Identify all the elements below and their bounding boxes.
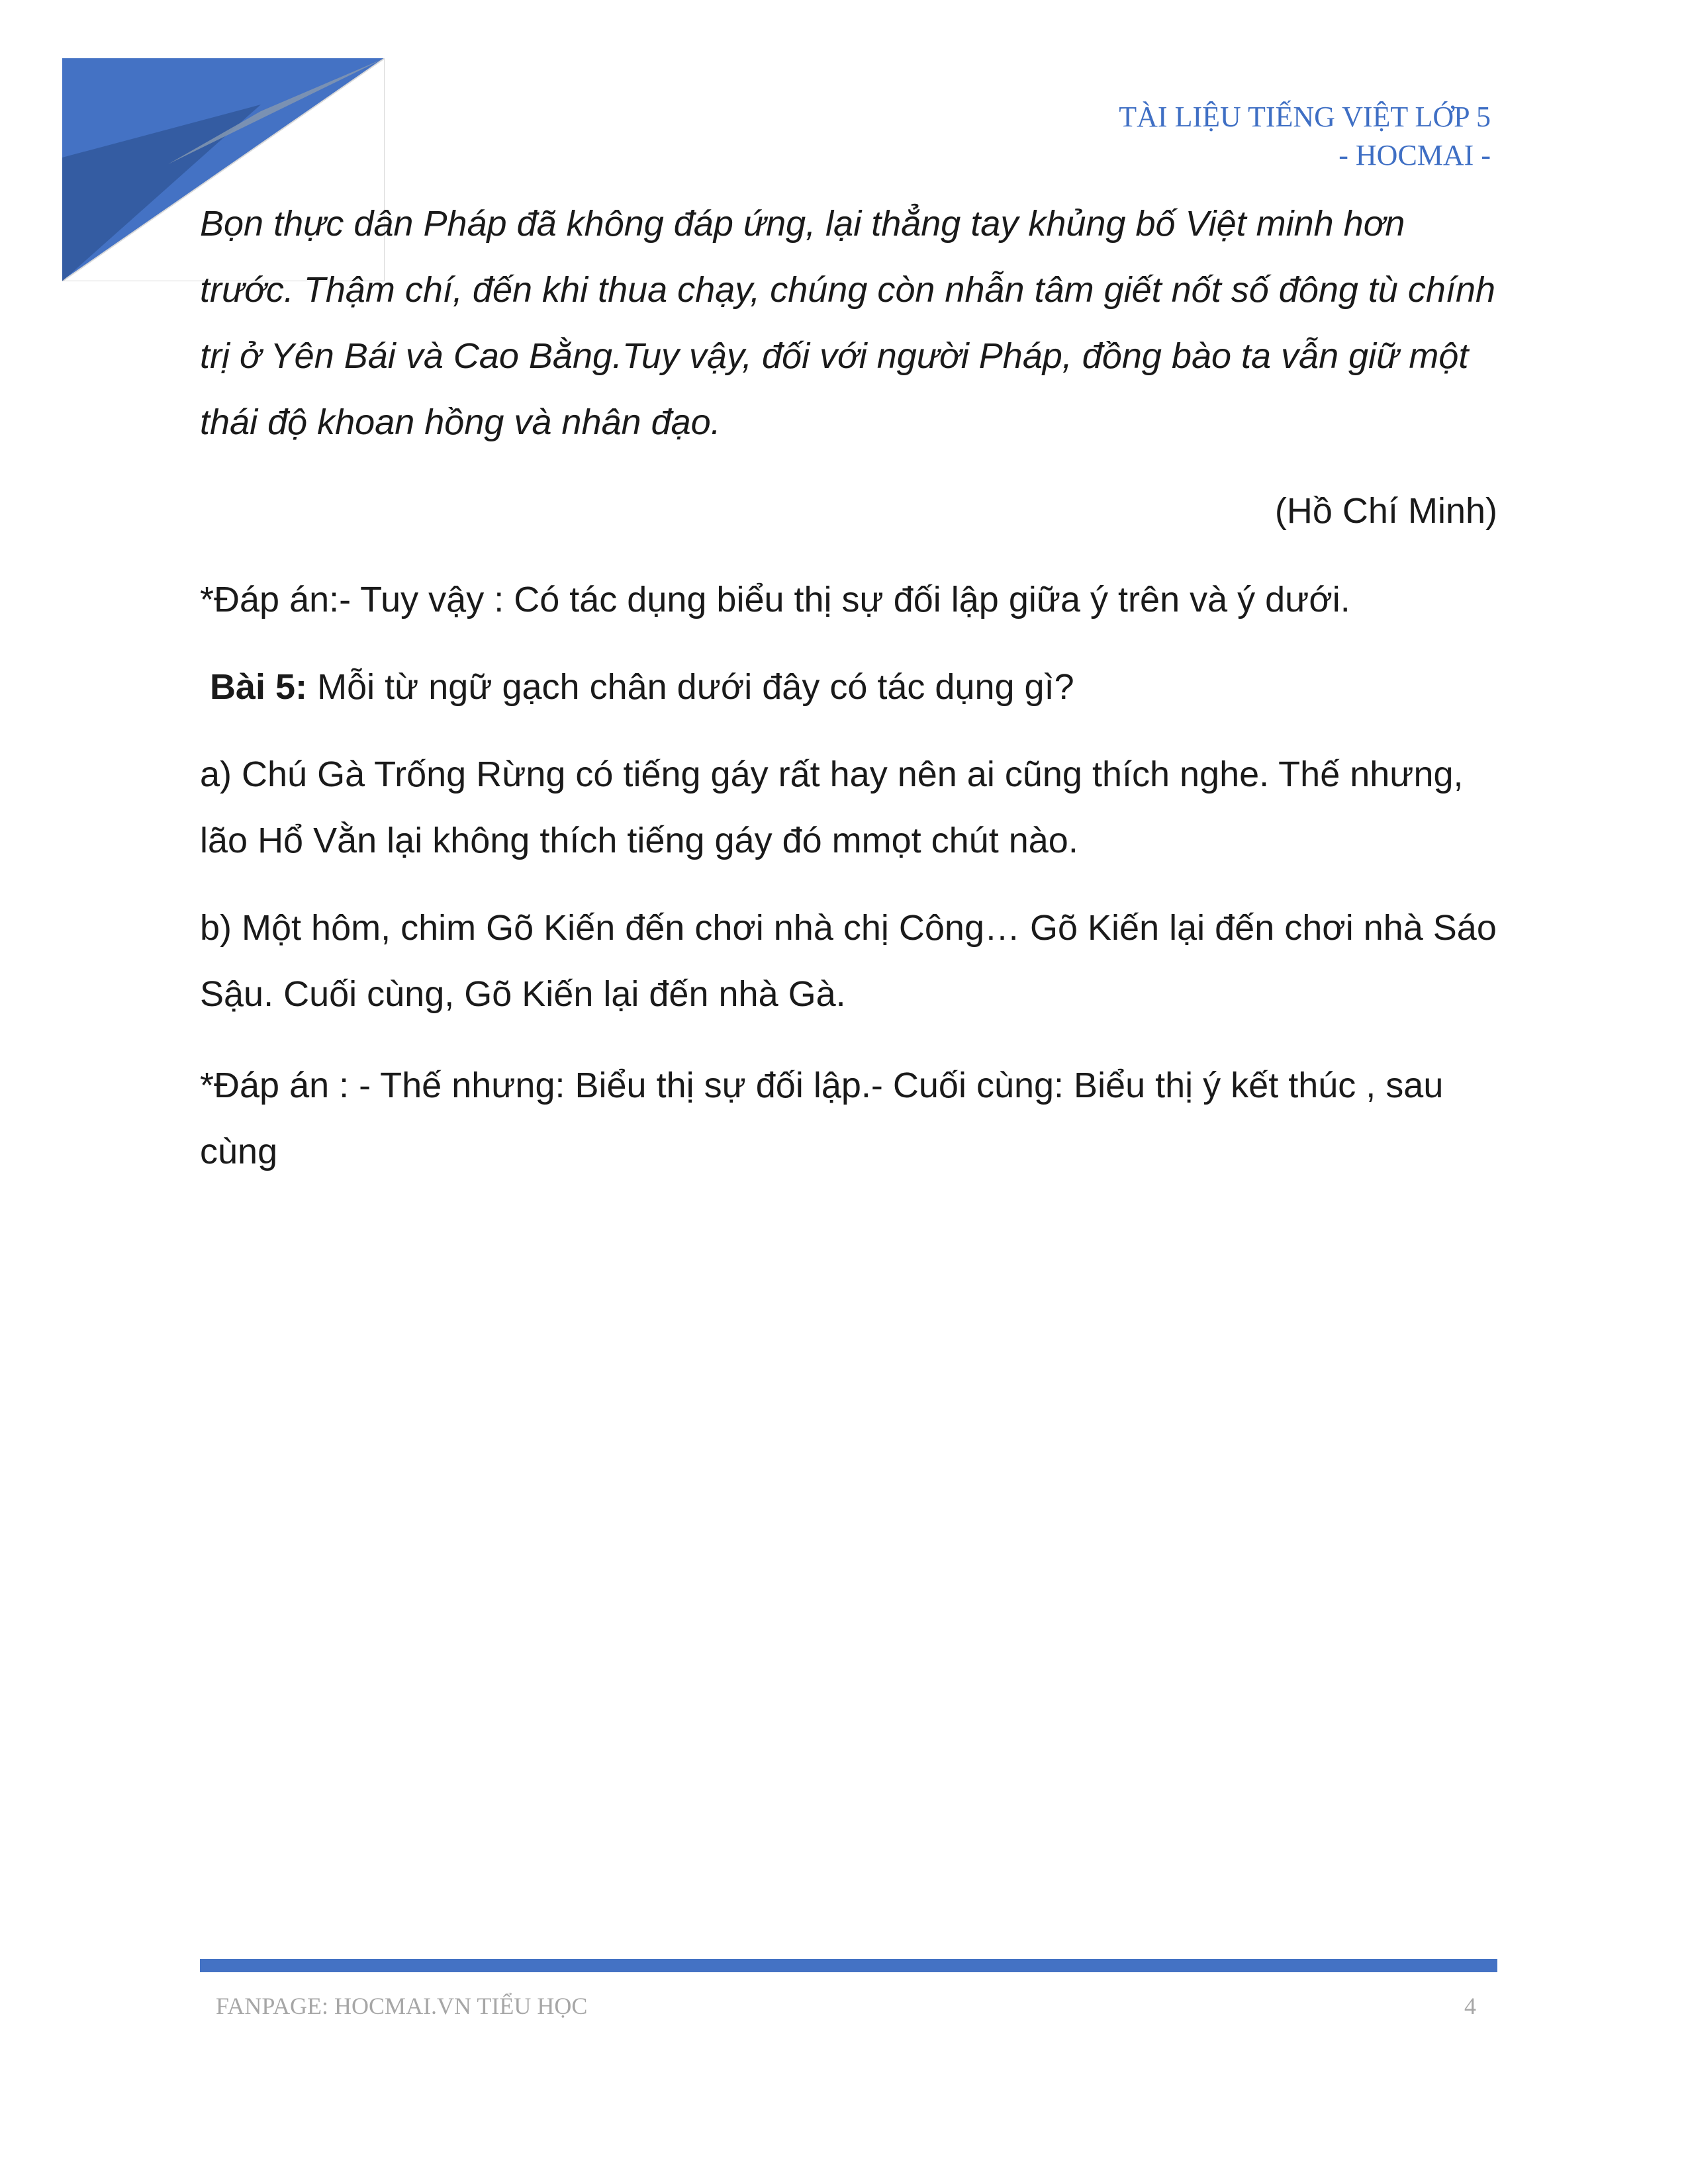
exercise-item-b: b) Một hôm, chim Gõ Kiến đến chơi nhà chị Công… Gõ Kiến lại đến chơi nhà Sáo Sậu. Cuối cùng, Gõ Kiến lại đến nhà Gà. [200, 908, 1497, 1014]
header-title: TÀI LIỆU TIẾNG VIỆT LỚP 5 [1119, 101, 1491, 133]
exercise-5-heading [200, 654, 1497, 720]
exercise-5-label: Bài 5: [210, 667, 308, 707]
answer-paragraph-2: *Đáp án : - Thế nhưng: Biểu thị sự đối lập.- Cuối cùng: Biểu thị ý kết thúc , sau cùng [200, 1066, 1444, 1171]
quote-source: (Hồ Chí Minh) [1274, 491, 1497, 531]
footer-fanpage: FANPAGE: HOCMAI.VN TIỂU HỌC [216, 1993, 588, 2019]
page-number: 4 [1464, 1993, 1476, 2019]
exercise-5-text: Mỗi từ ngữ gạch chân dưới đây có tác dụng gì? [307, 667, 1074, 707]
header-subtitle: - HOCMAI - [1338, 139, 1491, 171]
document-header [1119, 98, 1491, 175]
footer-divider [200, 1959, 1497, 1972]
quote-paragraph: Bọn thực dân Pháp đã không đáp ứng, lại thẳng tay khủng bố Việt minh hơn trước. Thậm chí, đến khi thua chạy, chúng còn nhẫn tâm giết nốt số đông tù chính trị ở Yên Bái và Cao Bằng.Tuy vậy, đối với người Pháp, đồng bào ta vẫn giữ một thái độ khoan hồng và nhân đạo. [200, 204, 1496, 442]
exercise-item-a: a) Chú Gà Trống Rừng có tiếng gáy rất hay nên ai cũng thích nghe. Thế nhưng, lão Hổ Vằn lại không thích tiếng gáy đó mmọt chút nào. [200, 754, 1464, 860]
answer-paragraph-1: *Đáp án:- Tuy vậy : Có tác dụng biểu thị sự đối lập giữa ý trên và ý dưới. [200, 580, 1350, 619]
